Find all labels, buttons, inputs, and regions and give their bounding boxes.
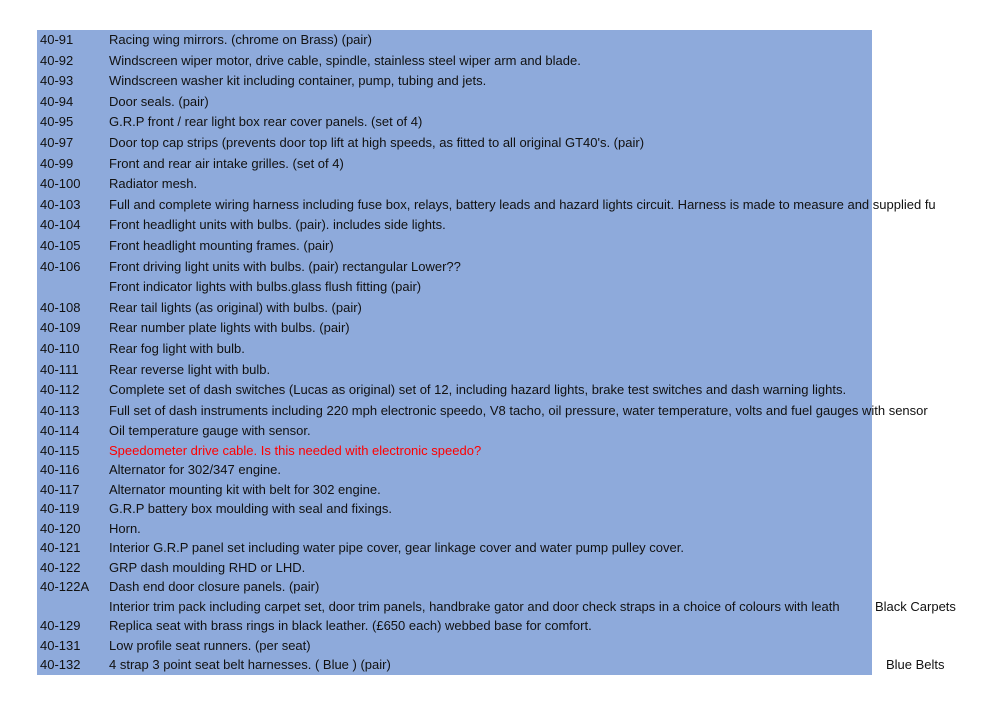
part-description: Door top cap strips (prevents door top lift at high speeds, as fitted to all original GT40's. (pair) [109,134,645,150]
part-code: 40-115 [40,442,80,458]
table-row[interactable] [0,538,1000,558]
part-code: 40-99 [40,155,74,171]
part-description: Racing wing mirrors. (chrome on Brass) (pair) [109,32,372,47]
part-description: Rear tail lights (as original) with bulbs. (pair) [109,299,362,315]
table-row[interactable] [0,257,1000,278]
part-code: 40-103 [40,196,81,212]
side-note: Black Carpets [875,598,956,614]
table-row[interactable] [0,154,1000,175]
part-code: 40-91 [40,32,74,47]
part-code: 40-105 [40,237,81,253]
part-code: 40-110 [40,340,80,356]
part-code: 40-100 [40,176,81,192]
table-row[interactable] [0,195,1000,216]
part-description: Full and complete wiring harness including fuse box, relays, battery leads and hazard lights circuit. Harness is made to measure and supplied fu [109,196,936,212]
part-description: Windscreen wiper motor, drive cable, spindle, stainless steel wiper arm and blade. [109,52,581,68]
part-code: 40-104 [40,217,81,233]
part-code: 40-109 [40,320,81,336]
part-description: Oil temperature gauge with sensor. [109,423,311,439]
part-description: Front and rear air intake grilles. (set of 4) [109,155,344,171]
part-description: Front indicator lights with bulbs.glass flush fitting (pair) [109,279,422,295]
table-row[interactable] [0,92,1000,113]
part-description: Front driving light units with bulbs. (pair) rectangular Lower?? [109,258,461,274]
part-code: 40-94 [40,93,74,109]
table-row[interactable] [0,236,1000,257]
part-code: 40-121 [40,540,81,556]
part-code: 40-92 [40,52,74,68]
part-description: Interior G.R.P panel set including water pipe cover, gear linkage cover and water pump pulley cover. [109,540,684,556]
table-row[interactable] [0,360,1000,381]
part-code: 40-108 [40,299,81,315]
part-description: Front headlight mounting frames. (pair) [109,237,334,253]
table-row[interactable] [0,298,1000,319]
side-note: Blue Belts [886,657,945,673]
table-row[interactable] [0,339,1000,360]
table-row[interactable] [0,215,1000,236]
table-row[interactable] [0,480,1000,500]
part-code: 40-122A [40,579,90,595]
part-description: G.R.P battery box moulding with seal and fixings. [109,501,393,517]
table-row[interactable] [0,519,1000,539]
table-row[interactable] [0,636,1000,656]
table-row[interactable] [0,421,1000,441]
part-code: 40-113 [40,402,80,418]
part-code: 40-112 [40,382,80,398]
part-code: 40-116 [40,462,80,478]
part-description: Alternator mounting kit with belt for 302 engine. [109,481,381,497]
part-code: 40-131 [40,637,81,653]
part-description: Rear reverse light with bulb. [109,361,271,377]
part-description: Windscreen washer kit including container, pump, tubing and jets. [109,73,487,89]
part-code: 40-114 [40,423,80,439]
table-row[interactable] [0,616,1000,636]
part-code: 40-120 [40,520,81,536]
parts-list [0,30,1000,675]
part-description: G.R.P front / rear light box rear cover panels. (set of 4) [109,114,423,130]
table-row[interactable] [0,499,1000,519]
part-description: Horn. [109,520,141,536]
part-description: Rear number plate lights with bulbs. (pair) [109,320,350,336]
part-description: Low profile seat runners. (per seat) [109,637,311,653]
part-code: 40-97 [40,134,74,150]
part-code: 40-132 [40,657,81,673]
part-description-highlighted: Speedometer drive cable. Is this needed with electronic speedo? [109,442,482,458]
part-description: Replica seat with brass rings in black leather. (£650 each) webbed base for comfort. [109,618,592,634]
part-description: Alternator for 302/347 engine. [109,462,282,478]
part-code: 40-122 [40,559,81,575]
part-code: 40-119 [40,501,80,517]
table-row[interactable] [0,318,1000,339]
part-code: 40-95 [40,114,74,130]
part-code: 40-93 [40,73,74,89]
part-code: 40-106 [40,258,81,274]
table-row[interactable] [0,380,1000,401]
table-row[interactable] [0,174,1000,195]
table-row[interactable] [0,51,1000,72]
table-row[interactable] [0,577,1000,597]
part-description: Radiator mesh. [109,176,198,192]
part-description: Dash end door closure panels. (pair) [109,579,320,595]
table-row[interactable] [0,277,1000,298]
part-code: 40-129 [40,618,81,634]
table-row[interactable] [0,71,1000,92]
part-description: Complete set of dash switches (Lucas as original) set of 12, including hazard lights, brake test switches and dash warning lights. [109,382,847,398]
table-row[interactable] [0,441,1000,461]
table-row[interactable] [0,401,1000,422]
part-description: Rear fog light with bulb. [109,340,245,356]
part-code: 40-111 [40,361,79,377]
table-row[interactable] [0,30,1000,51]
part-description: GRP dash moulding RHD or LHD. [109,559,306,575]
part-code: 40-117 [40,481,80,497]
part-description: Full set of dash instruments including 220 mph electronic speedo, V8 tacho, oil pressure, water temperature, volts and fuel gauges with sensor [109,402,928,418]
table-row[interactable] [0,655,1000,675]
table-row[interactable] [0,558,1000,578]
table-row[interactable] [0,460,1000,480]
part-description: Front headlight units with bulbs. (pair). includes side lights. [109,217,446,233]
part-description: 4 strap 3 point seat belt harnesses. ( Blue ) (pair) [109,657,391,673]
table-row[interactable] [0,112,1000,133]
part-description: Door seals. (pair) [109,93,209,109]
part-description: Interior trim pack including carpet set, door trim panels, handbrake gator and door check straps in a choice of colours with leath [109,598,840,614]
table-row[interactable] [0,133,1000,154]
table-row[interactable] [0,597,1000,617]
